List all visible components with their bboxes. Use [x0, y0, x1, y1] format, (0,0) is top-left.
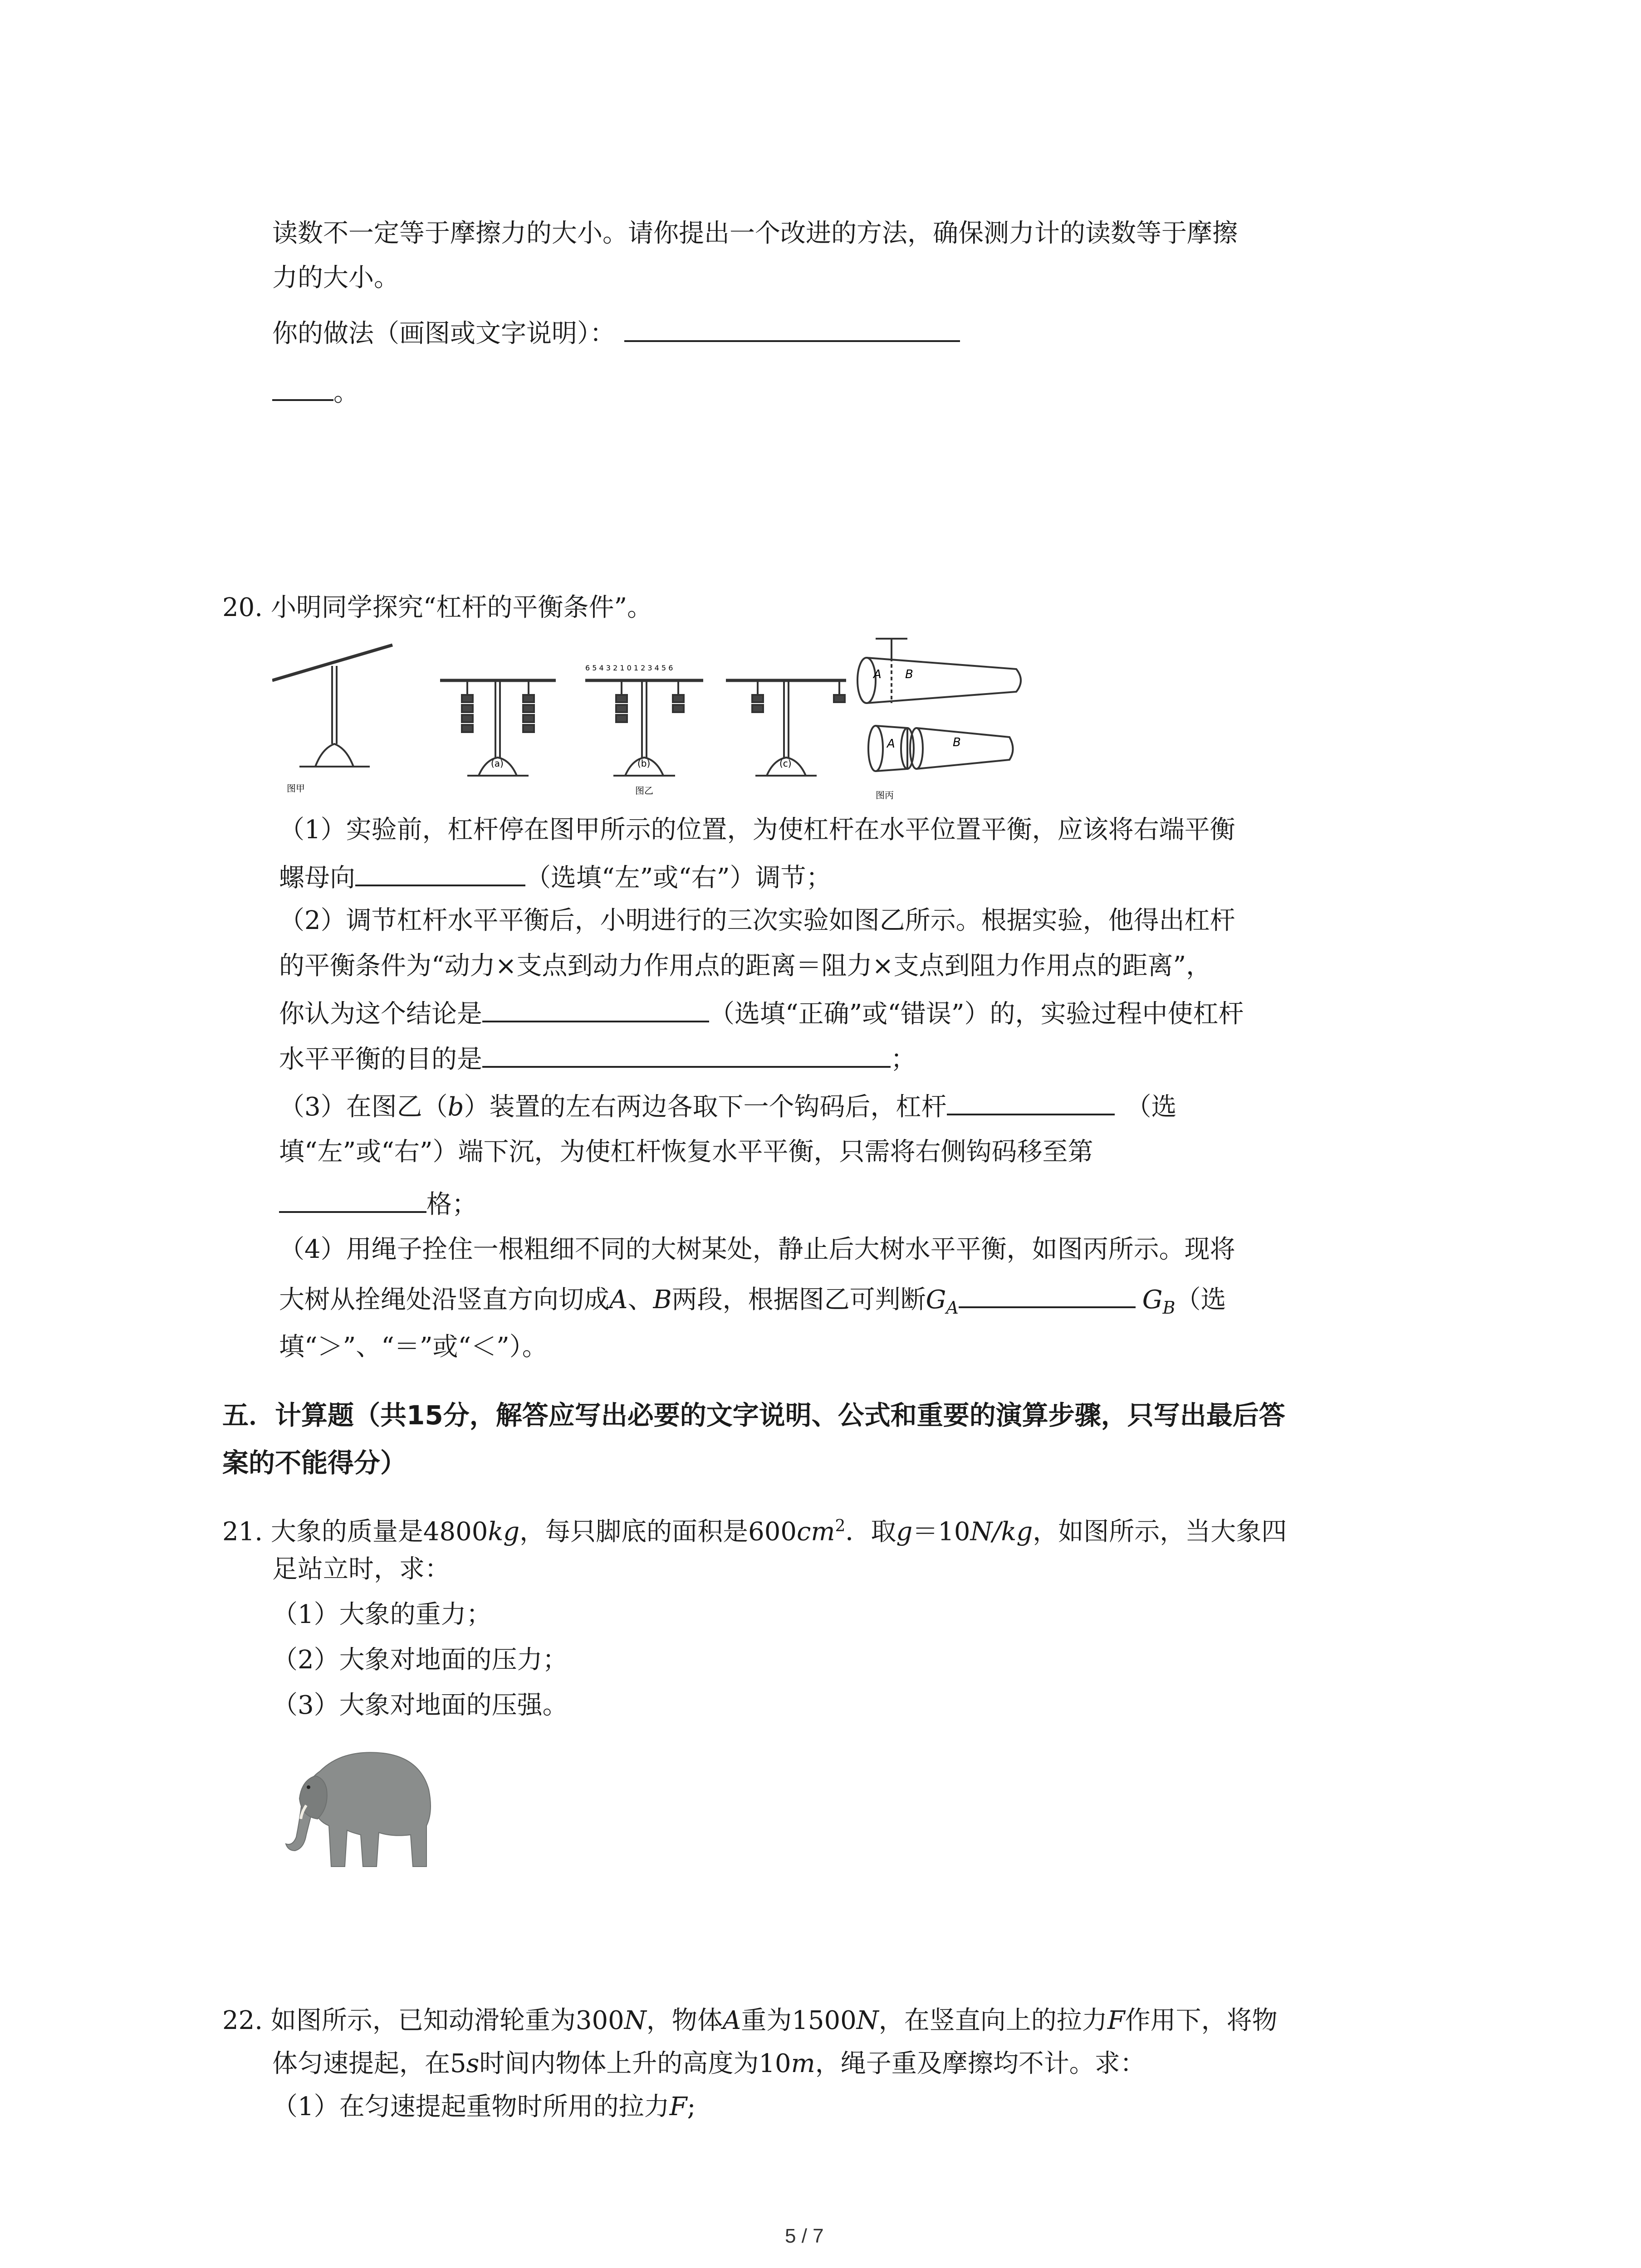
q20-p2-l2: 的平衡条件为“动力×支点到动力作用点的距离＝阻力×支点到阻力作用点的距离”，	[279, 951, 1212, 981]
page-number: 5 / 7	[785, 2225, 824, 2247]
text: 两段，根据图乙可判断	[671, 1285, 926, 1315]
text: s	[466, 2049, 480, 2078]
q20-p1-l1: （1）实验前，杠杆停在图甲所示的位置，为使杠杆在水平位置平衡，应该将右端平衡	[279, 815, 1235, 845]
q22-s1	[272, 2089, 696, 2125]
text: ;	[687, 2092, 696, 2121]
label-B2: B	[953, 736, 961, 749]
q20-p2-l3	[279, 993, 1244, 1032]
caption-bing: 图丙	[876, 790, 894, 801]
text: 、	[627, 1285, 653, 1315]
q19-line2: 力的大小。	[272, 263, 399, 293]
caption-b: (b)	[637, 758, 651, 769]
text: ）装置的左右两边各取下一个钩码后，杠杆	[464, 1092, 947, 1122]
text: （选	[1175, 1285, 1226, 1315]
q20-p3-l2: 填“左”或“右”）端下沉，为使杠杆恢复水平平衡，只需将右侧钩码移至第	[279, 1137, 1093, 1167]
text: 21. 大象的质量是4800	[222, 1517, 488, 1547]
text: （选填“左”或“右”）调节；	[525, 863, 832, 893]
text: A	[946, 1298, 959, 1318]
text: 你认为这个结论是	[279, 999, 482, 1029]
q20-p4-l3: 填“＞”、“＝”或“＜”）。	[279, 1332, 548, 1362]
caption-c: (c)	[779, 758, 792, 769]
q20-p4-l1: （4）用绳子拴住一根粗细不同的大树某处，静止后大树水平平衡，如图丙所示。现将	[279, 1235, 1235, 1264]
text: G	[1142, 1285, 1163, 1315]
q20-stem: 20. 小明同学探究“杠杆的平衡条件”。	[222, 593, 653, 622]
q19-line4	[272, 372, 359, 411]
text: N	[856, 2006, 879, 2035]
q21-s1: （1）大象的重力；	[272, 1600, 492, 1629]
q20-p2-l4	[279, 1039, 916, 1078]
text: （1）在匀速提起重物时所用的拉力	[272, 2092, 670, 2121]
answer-blank[interactable]	[355, 857, 525, 886]
text: ．取	[845, 1517, 896, 1547]
q20-p1-l2	[279, 857, 832, 896]
answer-blank[interactable]	[272, 372, 333, 401]
q22-l2	[272, 2046, 1146, 2082]
q21-l2: 足站立时，求：	[272, 1554, 450, 1584]
text: N/kg	[970, 1517, 1033, 1547]
caption-jia: 图甲	[287, 783, 305, 794]
text: ，绳子重及摩擦均不计。求：	[815, 2049, 1146, 2078]
text: 大树从拴绳处沿竖直方向切成	[279, 1285, 609, 1315]
elephant-image	[274, 1740, 442, 1876]
text: A	[609, 1285, 628, 1315]
text: 重为1500	[741, 2006, 857, 2035]
q19-line1: 读数不一定等于摩擦力的大小。请你提出一个改进的方法，确保测力计的读数等于摩擦	[272, 219, 1238, 248]
caption-a: (a)	[491, 758, 504, 769]
text: m	[791, 2049, 815, 2078]
text: ，在竖直向上的拉力	[878, 2006, 1107, 2035]
text: 作用下，将物	[1125, 2006, 1278, 2035]
text: N	[624, 2006, 647, 2035]
text: （选	[1126, 1092, 1177, 1122]
text: ，每只脚底的面积是600	[519, 1517, 797, 1547]
text: ，如图所示，当大象四	[1033, 1517, 1287, 1547]
text: ＝10	[912, 1517, 970, 1547]
figure-jia	[272, 645, 392, 767]
answer-blank[interactable]	[959, 1279, 1136, 1308]
label-A: A	[873, 668, 882, 681]
label-A2: A	[887, 737, 895, 751]
text: 22. 如图所示，已知动滑轮重为300	[222, 2006, 624, 2035]
text: 体匀速提起，在5	[272, 2049, 466, 2078]
figure-bing	[857, 639, 1021, 771]
text: F	[669, 2092, 687, 2121]
answer-blank[interactable]	[947, 1086, 1115, 1115]
text: B	[653, 1285, 672, 1315]
section5-heading-l1: 五．计算题（共15分，解答应写出必要的文字说明、公式和重要的演算步骤，只写出最后答	[222, 1400, 1285, 1431]
text: G	[926, 1285, 946, 1315]
text: B	[1162, 1298, 1176, 1318]
text: 格；	[426, 1190, 477, 1219]
q21-s2: （2）大象对地面的压力；	[272, 1645, 568, 1675]
text: （3）在图乙（	[279, 1092, 448, 1122]
text: （选填“正确”或“错误”）的，实验过程中使杠杆	[709, 999, 1244, 1029]
text: g	[896, 1517, 913, 1547]
q19-line3	[272, 313, 960, 352]
tick-numbers: 6 5 4 3 2 1 0 1 2 3 4 5 6	[585, 664, 673, 672]
q21-l1	[222, 1508, 1287, 1550]
q20-p4-l2	[279, 1279, 1226, 1326]
q21-s3: （3）大象对地面的压强。	[272, 1691, 568, 1720]
q19-prompt: 你的做法（画图或文字说明）：	[272, 319, 615, 348]
caption-yi: 图乙	[635, 785, 653, 796]
answer-blank[interactable]	[482, 993, 709, 1022]
text: F	[1107, 2006, 1125, 2035]
lever-figures	[272, 631, 1025, 803]
text: 2	[835, 1517, 846, 1535]
answer-blank[interactable]	[624, 313, 960, 342]
period: 。	[333, 378, 359, 407]
text: 时间内物体上升的高度为10	[479, 2049, 791, 2078]
q22-l1	[222, 2003, 1278, 2039]
text: ；	[891, 1045, 916, 1074]
q20-p3-l1	[279, 1086, 1177, 1125]
text: kg	[488, 1517, 520, 1547]
text: 水平平衡的目的是	[279, 1045, 482, 1074]
label-B: B	[905, 668, 913, 681]
answer-blank[interactable]	[482, 1039, 891, 1068]
text: ，物体	[646, 2006, 723, 2035]
text: A	[722, 2006, 741, 2035]
text: b	[447, 1092, 464, 1122]
section5-heading-l2: 案的不能得分）	[222, 1447, 407, 1478]
text: 螺母向	[279, 863, 355, 893]
text: cm	[797, 1517, 835, 1547]
answer-blank[interactable]	[279, 1184, 426, 1213]
q20-p2-l1: （2）调节杠杆水平平衡后，小明进行的三次实验如图乙所示。根据实验，他得出杠杆	[279, 906, 1235, 935]
q20-p3-l3	[279, 1184, 477, 1223]
